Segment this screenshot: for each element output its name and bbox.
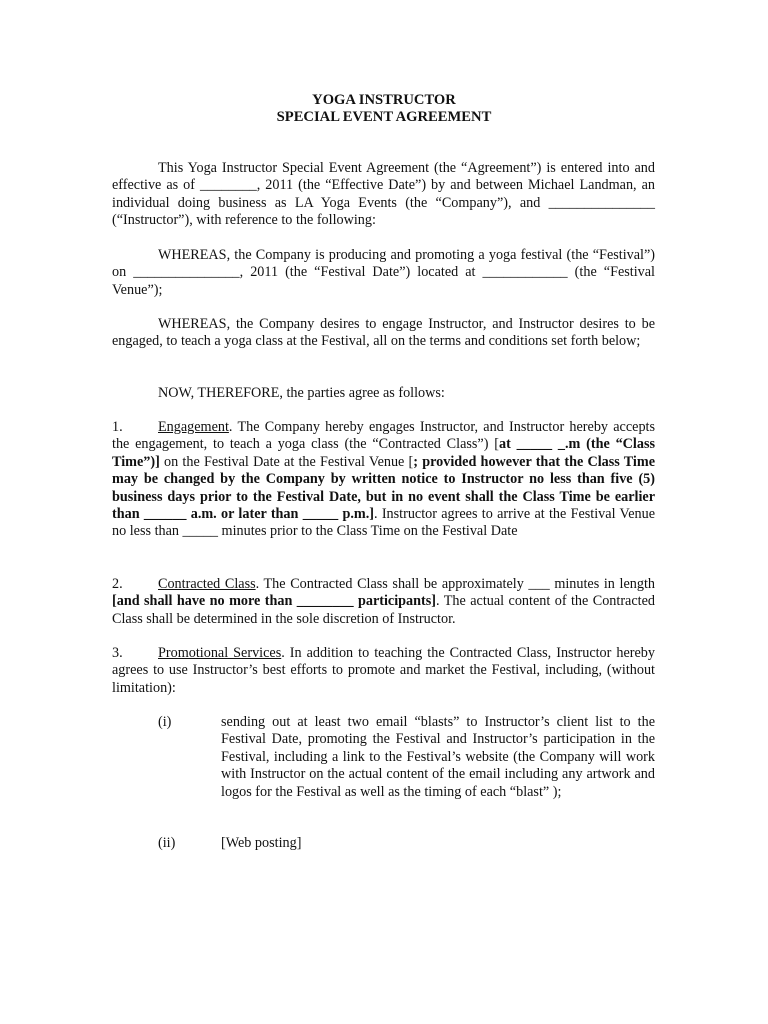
section-1-text-3: . Instructor agrees to arrive at the Festival Venue no less than _____ minutes prior to the Class Time on the Festival Date xyxy=(112,506,655,540)
item-ii-text: [Web posting] xyxy=(221,835,302,851)
section-2-participants: [and shall have no more than ________ participants] xyxy=(112,593,437,610)
now-therefore-paragraph: NOW, THEREFORE, the parties agree as follows: xyxy=(158,385,445,401)
section-3-text-1: . In addition to teaching the Contracted Class, Instructor hereby agrees to use Instructor’s best efforts to promote and market the Festival, including, (without limitation): xyxy=(112,645,655,696)
section-2-text-1: . The Contracted Class shall be approximately ___ minutes in length xyxy=(255,576,655,592)
item-i-number: (i) xyxy=(158,714,172,730)
whereas-paragraph-1: WHEREAS, the Company is producing and promoting a yoga festival (the “Festival”) on _______________, 2011 (the “Festival Date”) located at ____________ (the “Festival Venue”); xyxy=(112,247,655,298)
item-i-text: sending out at least two email “blasts” to Instructor’s client list to the Festival Date, promoting the Festival and Instructor’s participation in the Festival, including a link to the Festival’s website (the Company will work with Instructor on the actual content of the email including any artwork and logos for the Festival as well as the timing of each “blast” ); xyxy=(221,714,655,800)
section-3-promotional-services xyxy=(112,645,655,697)
section-1-text-1: . The Company hereby engages Instructor, and Instructor hereby accepts the engagement, to teach a yoga class (the “Contracted Class”) [ xyxy=(112,419,655,453)
item-ii-number: (ii) xyxy=(158,835,176,851)
section-1-engagement xyxy=(112,419,655,541)
section-2-heading: Contracted Class xyxy=(158,576,256,592)
section-1-text-2: on the Festival Date at the Festival Venue [ xyxy=(159,453,414,470)
section-1-proviso: ; provided however that the Class Time may be changed by the Company by written notice to Instructor no less than five (5) business days prior to the Festival Date, but in no event shall the Class Time be earlier than ______ a.m. or later than _____ p.m.] xyxy=(112,453,655,523)
section-2-number: 2. xyxy=(112,576,123,592)
section-2-contracted-class xyxy=(112,576,655,628)
title-line-2: SPECIAL EVENT AGREEMENT xyxy=(276,109,492,125)
section-2-text-2: . The actual content of the Contracted Class shall be determined in the sole discretion of Instructor. xyxy=(112,593,655,627)
whereas-paragraph-2: WHEREAS, the Company desires to engage Instructor, and Instructor desires to be engaged, to teach a yoga class at the Festival, all on the terms and conditions set forth below; xyxy=(112,316,655,350)
intro-paragraph: This Yoga Instructor Special Event Agreement (the “Agreement”) is entered into and effective as of ________, 2011 (the “Effective Date”) by and between Michael Landman, an individual doing business as LA Yoga Events (the “Company”), and _______________ (“Instructor”), with reference to the following: xyxy=(112,160,655,229)
section-1-heading: Engagement xyxy=(158,419,229,435)
section-1-number: 1. xyxy=(112,419,123,435)
section-3-heading: Promotional Services xyxy=(158,645,282,661)
title-line-1: YOGA INSTRUCTOR xyxy=(312,92,456,108)
section-1-class-time: at _____ _.m (the “Class Time”)] xyxy=(112,436,655,470)
section-3-number: 3. xyxy=(112,645,123,661)
